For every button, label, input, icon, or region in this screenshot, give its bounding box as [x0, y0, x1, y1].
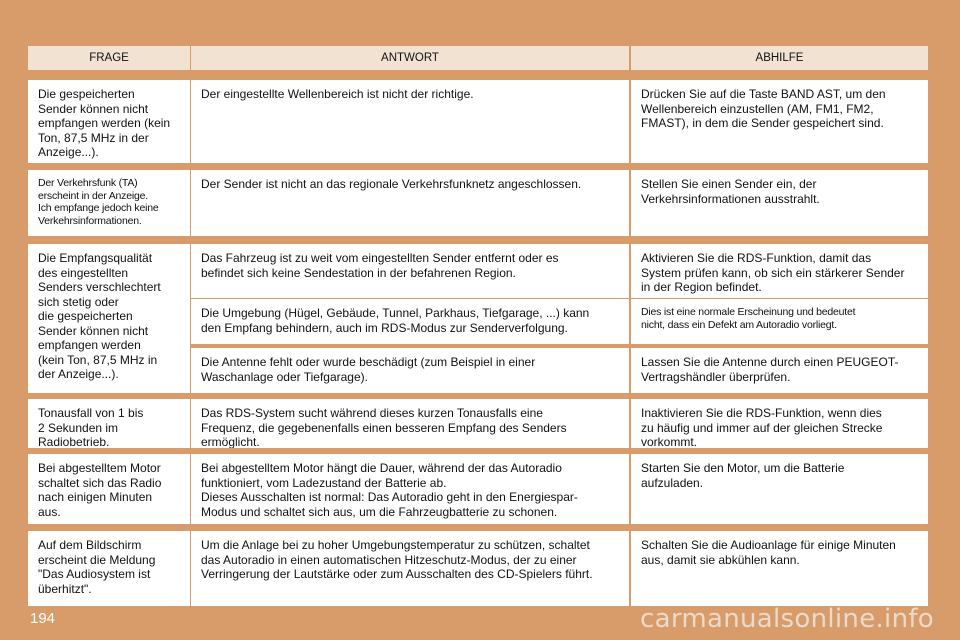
answer-cell: Das RDS-System sucht während dieses kurzen Tonausfalls eine Frequenz, die gegebenenfalls einen besseren Empfang des Senders ermöglicht. [191, 399, 629, 448]
remedy-cell: Aktivieren Sie die RDS-Funktion, damit das System prüfen kann, ob sich ein stärkerer Sender in der Region befindet. [631, 244, 928, 298]
remedy-cell: Dies ist eine normale Erscheinung und bedeutet nicht, dass ein Defekt am Autoradio vorliegt. [631, 299, 928, 344]
answer-cell: Die Umgebung (Hügel, Gebäude, Tunnel, Parkhaus, Tiefgarage, ...) kann den Empfang behindern, auch im RDS-Modus zur Senderverfolgung. [191, 299, 629, 344]
question-cell: Die Empfangsqualität des eingestellten Senders verschlechtert sich stetig oder die gespeicherten Sender können nicht empfangen werden (kein Ton, 87,5 MHz in der Anzeige...). [28, 244, 190, 393]
question-cell: Tonausfall von 1 bis 2 Sekunden im Radiobetrieb. [28, 399, 190, 448]
header-abhilfe: ABHILFE [631, 46, 928, 70]
answer-cell: Um die Anlage bei zu hoher Umgebungstemperatur zu schützen, schaltet das Autoradio in einen automatischen Hitzeschutz-Modus, der zu einer Verringerung der Lautstärke oder zum Ausschalten des CD-Spielers führt. [191, 531, 629, 606]
watermark: carmanualsonline.info [640, 604, 935, 634]
header-frage: FRAGE [28, 46, 190, 70]
page-number: 194 [30, 610, 56, 627]
header-antwort: ANTWORT [191, 46, 629, 70]
answer-cell: Das Fahrzeug ist zu weit vom eingestellten Sender entfernt oder es befindet sich keine Sendestation in der befahrenen Region. [191, 244, 629, 298]
question-cell: Auf dem Bildschirm erscheint die Meldung "Das Audiosystem ist überhitzt". [28, 531, 190, 606]
remedy-cell: Schalten Sie die Audioanlage für einige Minuten aus, damit sie abkühlen kann. [631, 531, 928, 606]
answer-cell: Bei abgestelltem Motor hängt die Dauer, während der das Autoradio funktioniert, vom Ladezustand der Batterie ab. Dieses Ausschalten ist normal: Das Autoradio geht in den Energiespar- Modus und schaltet sich aus, um die Fahrzeugbatterie zu schonen. [191, 454, 629, 524]
answer-cell: Die Antenne fehlt oder wurde beschädigt (zum Beispiel in einer Waschanlage oder Tiefgarage). [191, 348, 629, 393]
question-cell: Bei abgestelltem Motor schaltet sich das Radio nach einigen Minuten aus. [28, 454, 190, 524]
remedy-cell: Drücken Sie auf die Taste BAND AST, um den Wellenbereich einzustellen (AM, FM1, FM2, FMAST), in dem die Sender gespeichert sind. [631, 80, 928, 163]
question-cell: Der Verkehrsfunk (TA) erscheint in der Anzeige. Ich empfange jedoch keine Verkehrsinformationen. [28, 170, 190, 236]
answer-cell: Der Sender ist nicht an das regionale Verkehrsfunknetz angeschlossen. [191, 170, 629, 236]
remedy-cell: Lassen Sie die Antenne durch einen PEUGEOT- Vertragshändler überprüfen. [631, 348, 928, 393]
remedy-cell: Inaktivieren Sie die RDS-Funktion, wenn dies zu häufig und immer auf der gleichen Strecke vorkommt. [631, 399, 928, 448]
answer-cell: Der eingestellte Wellenbereich ist nicht der richtige. [191, 80, 629, 163]
question-cell: Die gespeicherten Sender können nicht empfangen werden (kein Ton, 87,5 MHz in der Anzeige...). [28, 80, 190, 163]
remedy-cell: Starten Sie den Motor, um die Batterie aufzuladen. [631, 454, 928, 524]
remedy-cell: Stellen Sie einen Sender ein, der Verkehrsinformationen ausstrahlt. [631, 170, 928, 236]
